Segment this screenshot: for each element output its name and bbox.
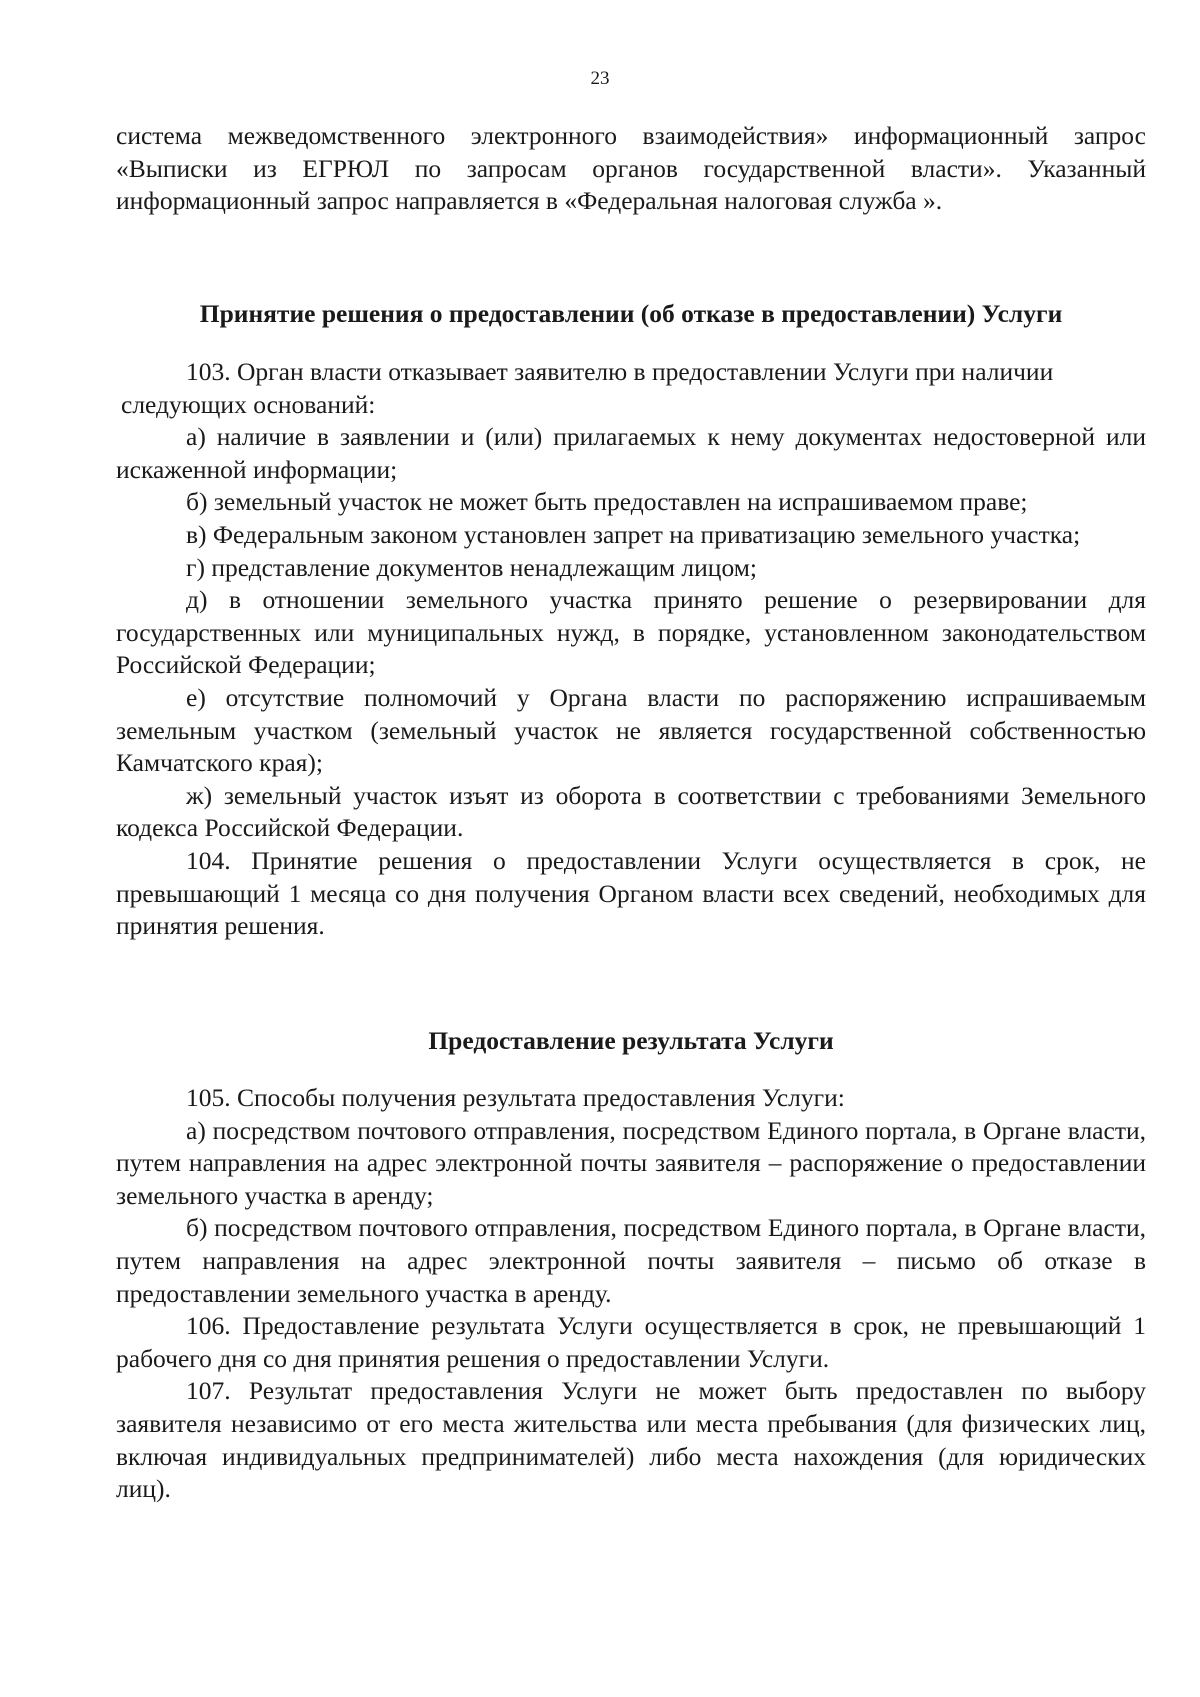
paragraph-107: 107. Результат предоставления Услуги не может быть предоставлен по выбору заявителя независимо от его места жительства или места пребывания (для физических лиц, включая индивидуальных предпринимателей) либо места нахождения (для юридических лиц).: [116, 1376, 1146, 1504]
result-block: [116, 1082, 1146, 1506]
result-item-b: б) посредством почтового отправления, посредством Единого портала, в Органе власти, путем направления на адрес электронной почты заявителя – письмо об отказе в предоставлении земельного участка в аренду.: [116, 1213, 1146, 1308]
list-item-zh: ж) земельный участок изъят из оборота в соответствии с требованиями Земельного кодекса Российской Федерации.: [116, 780, 1146, 843]
list-item-e: е) отсутствие полномочий у Органа власти по распоряжению испрашиваемым земельным участком (земельный участок не является государственной собственностью Камчатского края);: [116, 682, 1146, 778]
list-item-d: д) в отношении земельного участка принято решение о резервировании для государственных или муниципальных нужд, в порядке, установленном законодательством Российской Федерации;: [116, 585, 1146, 680]
paragraph-106: 106. Предоставление результата Услуги осуществляется в срок, не превышающий 1 рабочего дня со дня принятия решения о предоставлении Услуги.: [116, 1311, 1146, 1373]
result-item-a: а) посредством почтового отправления, посредством Единого портала, в Органе власти, путем направления на адрес электронной почты заявителя – распоряжение о предоставлении земельного участка в аренду;: [116, 1115, 1146, 1210]
section-heading-decision: Принятие решения о предоставлении (об отказе в предоставлении) Услуги: [199, 299, 1063, 328]
list-item-v: в) Федеральным законом установлен запрет на приватизацию земельного участка;: [186, 519, 1081, 549]
list-item-g: г) представление документов ненадлежащим лицом;: [186, 552, 757, 582]
intro-block: [116, 120, 1146, 218]
list-item-b: б) земельный участок не может быть предоставлен на испрашиваемом праве;: [186, 487, 1028, 517]
section-heading-result: Предоставление результата Услуги: [428, 1026, 834, 1055]
paragraph-103-line1: 103. Орган власти отказывает заявителю в предоставлении Услуги при наличии: [186, 357, 1054, 386]
page-number: 23: [590, 68, 610, 89]
paragraph-103-line2: следующих оснований:: [121, 389, 376, 419]
list-item-a: а) наличие в заявлении и (или) прилагаемых к нему документах недостоверной или искаженной информации;: [116, 422, 1146, 484]
paragraph-104: 104. Принятие решения о предоставлении Услуги осуществляется в срок, не превышающий 1 месяца со дня получения Органом власти всех сведений, необходимых для принятия решения.: [116, 845, 1146, 941]
paragraph-105: 105. Способы получения результата предоставления Услуги:: [186, 1083, 845, 1112]
decision-block: [116, 356, 1146, 943]
intro-paragraph: система межведомственного электронного взаимодействия» информационный запрос «Выписки из ЕГРЮЛ по запросам органов государственной власти». Указанный информационный запрос направляется в «Федеральная налоговая служба ».: [116, 121, 1146, 216]
